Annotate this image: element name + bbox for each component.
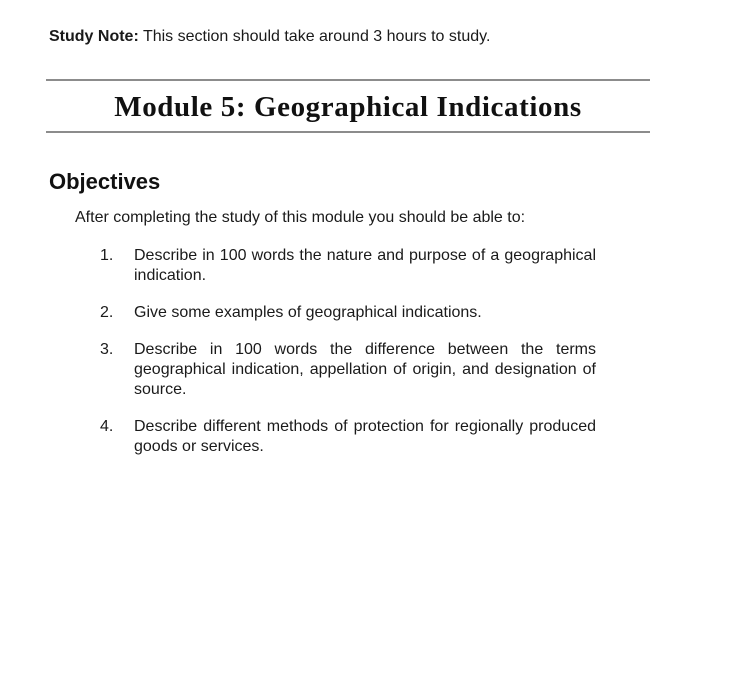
objectives-intro: After completing the study of this module you should be able to: (75, 209, 526, 226)
study-note (49, 27, 490, 47)
list-item-number: 2. (100, 304, 114, 321)
objectives-heading: Objectives (49, 169, 161, 194)
list-item-text: Describe different methods of protection for regionally produced goods or services. (134, 418, 596, 455)
title-top-rule (46, 79, 650, 81)
title-bottom-rule (46, 131, 650, 133)
list-item-text: Describe in 100 words the nature and purpose of a geographical indication. (134, 247, 596, 284)
list-item-number: 3. (100, 341, 114, 358)
study-note-text: This section should take around 3 hours to study. (138, 28, 491, 45)
list-item-text: Give some examples of geographical indications. (134, 304, 482, 321)
list-item-text: Describe in 100 words the difference between the terms geographical indication, appellation of origin, and designation of source. (134, 341, 596, 398)
module-title: Module 5: Geographical Indications (114, 91, 582, 123)
list-item-number: 4. (100, 418, 114, 435)
study-note-label: Study Note: (49, 28, 139, 45)
list-item-number: 1. (100, 247, 114, 264)
